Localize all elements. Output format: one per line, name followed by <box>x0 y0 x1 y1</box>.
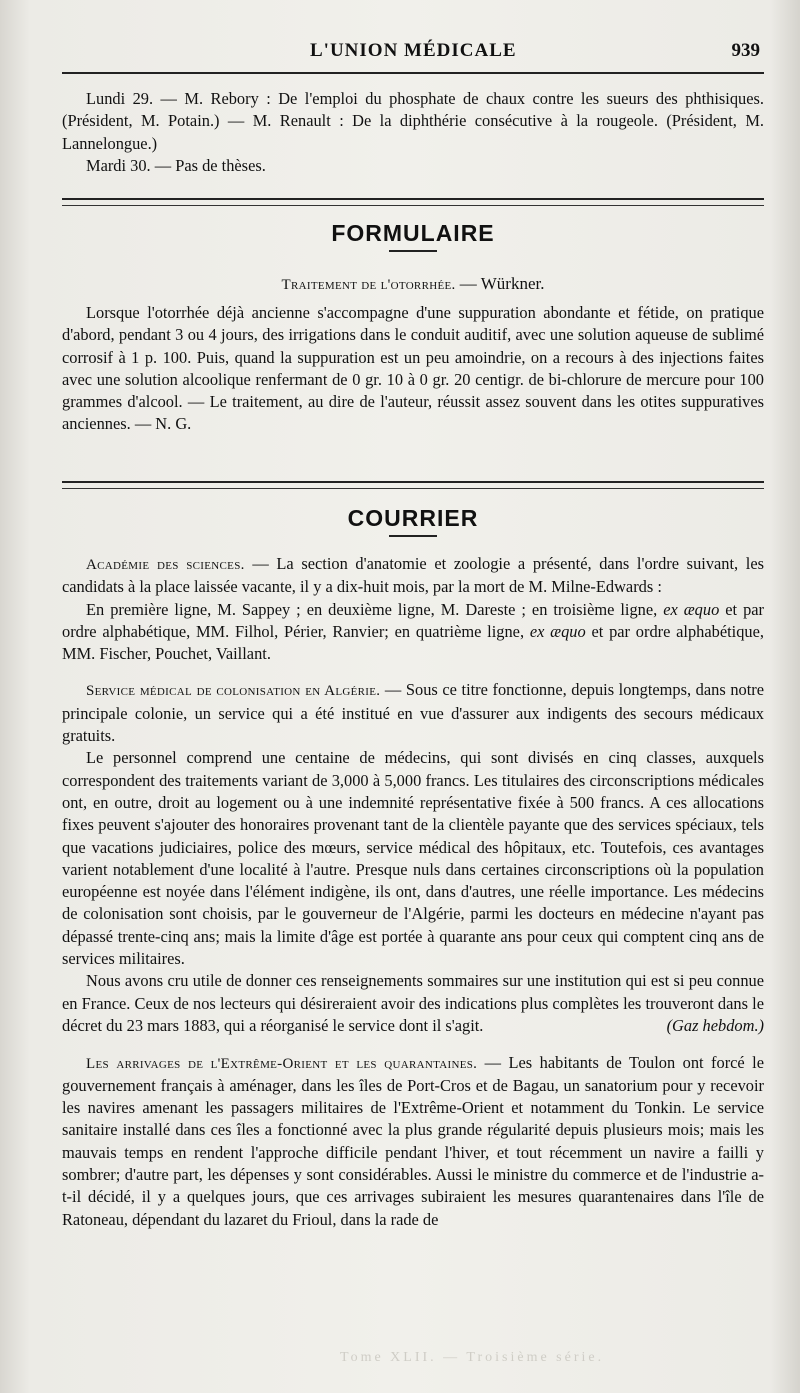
service-note: Nous avons cru utile de donner ces renseignements sommaires sur une institution qui est si peu connue en France. Ceux de nos lecteurs qui désireraient avoir des indications plus complètes les trouveront dans le décret du 23 mars 1883, qui a réorganisé le service dont il s'agit. <box>62 971 764 1035</box>
page-header <box>62 36 764 66</box>
arrivages-lead: Les arrivages de l'Extrême-Orient et les quarantaines. <box>86 1055 478 1072</box>
service-personnel: Le personnel comprend une centaine de médecins, qui sont divisés en cinq classes, auxquels correspondent des traitements variant de 3,000 à 5,000 francs. Les titulaires des circonscriptions médicales ont, en outre, droit au logement ou à une indemnité représentative fixée à 500 francs. A ces allocations fixes peuvent s'ajouter des honoraires provenant tant de la clientèle payante que des services spéciaux, tels que vacations judiciaires, police des mœurs, service médical des hôpitaux, etc. Toutefois, ces avantages varient notablement d'une localité à l'autre. Presque nuls dans certaines circonscriptions où la population européenne est noyée dans l'élément indigène, ils ont, dans d'autres, une réelle importance. Les médecins de colonisation sont choisis, par le gouverneur de l'Algérie, parmi les docteurs en médecine n'ayant pas dépassé trente-cinq ans; mais la limite d'âge est portée à quarante ans pour ceux qui comptent cinq ans de services militaires. <box>62 748 764 969</box>
running-title: L'UNION MÉDICALE <box>310 40 517 61</box>
arrivages-paragraph <box>62 1052 764 1231</box>
section-rule-bottom <box>62 488 764 489</box>
courrier-title: COURRIER <box>347 505 479 531</box>
academie-lead: Académie des sciences. <box>86 557 245 573</box>
volume-footer: Tome XLII. — Troisième série. <box>340 1350 605 1365</box>
academie-paragraph <box>62 553 764 599</box>
section-rule-bottom <box>62 205 764 206</box>
formulaire-title: FORMULAIRE <box>331 220 495 246</box>
service-lead: Service médical de colonisation en Algérie. <box>86 683 381 700</box>
formula-heading-title: Traitement de l'otorrhée. <box>281 277 456 293</box>
page-number: 939 <box>731 40 760 61</box>
theses-mardi: Mardi 30. — Pas de thèses. <box>86 155 266 175</box>
service-paragraph <box>62 679 764 747</box>
theses-block <box>62 88 764 177</box>
service-source: (Gaz hebdom.) <box>666 1016 764 1036</box>
title-underline <box>389 250 437 252</box>
formula-body: Lorsque l'otorrhée déjà ancienne s'accompagne d'une suppuration abondante et fétide, on pratique d'abord, pendant 3 ou 4 jours, des irrigations dans le conduit auditif, avec une solution aqueuse de sublimé corrosif à 1 p. 100. Puis, quand la suppuration est un peu amoindrie, on a recours à des injections faites avec une solution alcoolique renfermant de 0 gr. 10 à 0 gr. 20 centigr. de bi-chlorure de mercure pour 100 grammes d'alcool. — Le traitement, au dire de l'auteur, réussit assez souvent dans les otites suppuratives anciennes. — N. G. <box>62 303 764 434</box>
section-rule-top <box>62 198 764 200</box>
courrier-section <box>62 505 764 1231</box>
theses-lundi: Lundi 29. — M. Rebory : De l'emploi du phosphate de chaux contre les sueurs des phthisiques. (Président, M. Potain.) — M. Renault : De la diphthérie consécutive à la rougeole. (Président, M. Lannelongue.) <box>62 89 764 153</box>
formulaire-section <box>62 220 764 436</box>
academie-text: — La section d'anatomie et zoologie a présenté, dans l'ordre suivant, les candidats à la place laissée vacante, il y a dix-huit mois, par la mort de M. Milne-Edwards : <box>62 554 765 597</box>
title-underline <box>389 535 437 537</box>
formula-author: — Würkner. <box>459 274 545 293</box>
arrivages-text: — Les habitants de Toulon ont forcé le gouvernement français à aménager, dans les îles de Port-Cros et de Bagau, un sanatorium pour y recevoir les navires amenant les passagers militaires de l'Extrême-Orient et notamment du Tonkin. Le service sanitaire installé dans ces îles a fonctionné avec la plus grande régularité depuis plusieurs mois; mais les mauvais temps en rendent l'approche difficile pendant l'hiver, et tout récemment un navire a failli y sombrer; d'autre part, les dépenses y sont considérables. Aussi le ministre du commerce et de l'industrie a-t-il décidé, il y a quelques jours, que ces arrivages subiraient les mesures quarantenaires dans l'île de Ratoneau, dépendant du lazaret du Frioul, dans la rade de <box>62 1052 765 1229</box>
header-rule <box>62 72 764 74</box>
section-rule-top <box>62 481 764 483</box>
formula-heading <box>62 274 764 294</box>
academie-candidates: En première ligne, M. Sappey ; en deuxième ligne, M. Dareste ; en troisième ligne, ex æquo et par ordre alphabétique, MM. Filhol, Périer, Ranvier; en quatrième ligne, ex æquo et par ordre alphabétique, MM. Fischer, Pouchet, Vaillant. <box>62 599 765 664</box>
service-text: — Sous ce titre fonctionne, depuis longtemps, dans notre principale colonie, un service qui a été institué en vue d'assurer aux indigents des secours médicaux gratuits. <box>62 680 764 746</box>
